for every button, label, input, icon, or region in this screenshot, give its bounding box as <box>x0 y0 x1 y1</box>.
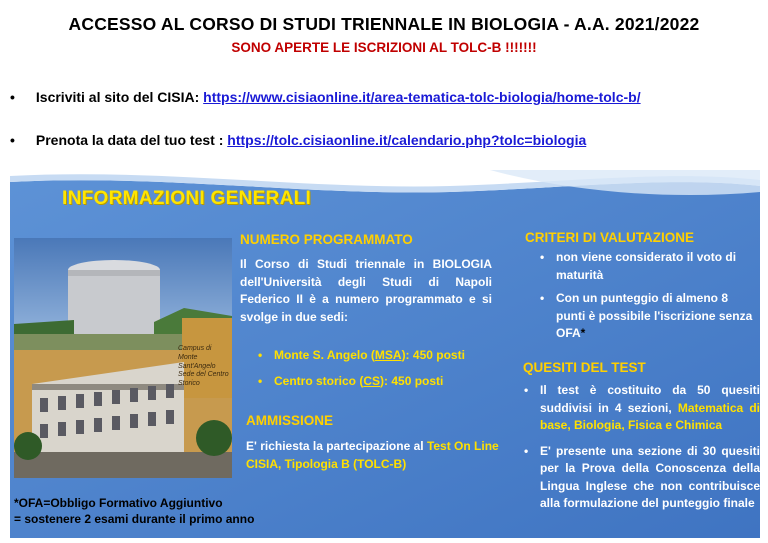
footnote-line2: = sostenere 2 esami durante il primo anno <box>14 512 255 526</box>
link-row-cisia <box>10 89 641 105</box>
ofa-footnote <box>14 495 254 527</box>
criteri-list <box>538 249 760 343</box>
link-label-cisia: Iscriviti al sito del CISIA: <box>35 89 204 105</box>
ofa-star: * <box>580 326 586 340</box>
list-item <box>522 382 760 435</box>
quesiti-heading: QUESITI DEL TEST <box>523 360 646 375</box>
sede-name: Monte S. Angelo ( <box>274 348 375 362</box>
panel-title: INFORMAZIONI GENERALI <box>62 188 312 209</box>
list-item <box>538 290 760 343</box>
quesiti-item1-a: Il test è costituito da 50 quesiti suddivisi in 4 sezioni, <box>540 383 760 415</box>
sede-name: Centro storico ( <box>274 374 364 388</box>
ammissione-heading: AMMISSIONE <box>246 413 334 428</box>
ammissione-text <box>246 438 500 473</box>
footnote-line1: *OFA=Obbligo Formativo Aggiuntivo <box>14 496 223 510</box>
link-cisia-calendar[interactable]: https://tolc.cisiaonline.it/calendario.php?tolc=biologia <box>227 132 587 148</box>
criteri-item-text: Con un punteggio di almeno 8 punti è possibile l'iscrizione senza OFA <box>556 291 753 340</box>
numero-text: Il Corso di Studi triennale in BIOLOGIA dell'Università degli Studi di Napoli Federico II è a numero programmato e si svolge in due sedi: <box>240 257 492 324</box>
ammissione-text-a: E' richiesta la partecipazione al <box>246 439 427 453</box>
criteri-heading: CRITERI DI VALUTAZIONE <box>525 230 694 245</box>
list-item: • non viene considerato il voto di maturità <box>538 249 760 284</box>
sede-posti: ): 450 posti <box>380 374 444 388</box>
quesiti-item1-b: Matematica di base, Biologia, Fisica e Chimica <box>540 400 761 432</box>
page-subtitle: SONO APERTE LE ISCRIZIONI AL TOLC-B !!!!!!! <box>231 40 537 55</box>
sede-code: CS <box>363 374 381 388</box>
quesiti-list <box>522 382 760 513</box>
page-title: ACCESSO AL CORSO DI STUDI TRIENNALE IN BIOLOGIA - A.A. 2021/2022 <box>68 14 700 34</box>
list-item <box>256 342 496 368</box>
bullet: • <box>10 89 15 105</box>
link-row-calendar <box>10 132 586 148</box>
numero-heading: NUMERO PROGRAMMATO <box>240 232 413 247</box>
photo-caption-centro: Sede del Centro Storico <box>178 371 229 387</box>
ammissione-text-b: Test On Line CISIA, Tipologia B (TOLC-B) <box>246 439 499 471</box>
sedi-list <box>256 342 496 394</box>
list-item: • E' presente una sezione di 30 quesiti per la Prova della Conoscenza della Lingua Inglese che non contribuisce alla formulazione del punteggio finale <box>522 443 760 513</box>
link-label-calendar: Prenota la data del tuo test : <box>35 132 228 148</box>
bullet: • <box>10 132 15 148</box>
list-item <box>256 368 496 394</box>
sede-code: MSA <box>374 348 402 362</box>
link-cisia-home[interactable]: https://www.cisiaonline.it/area-tematica-tolc-biologia/home-tolc-b/ <box>203 89 641 105</box>
sede-posti: ): 450 posti <box>401 348 465 362</box>
photo-caption-campus: Campus di Monte Sant'Angelo <box>178 345 216 370</box>
